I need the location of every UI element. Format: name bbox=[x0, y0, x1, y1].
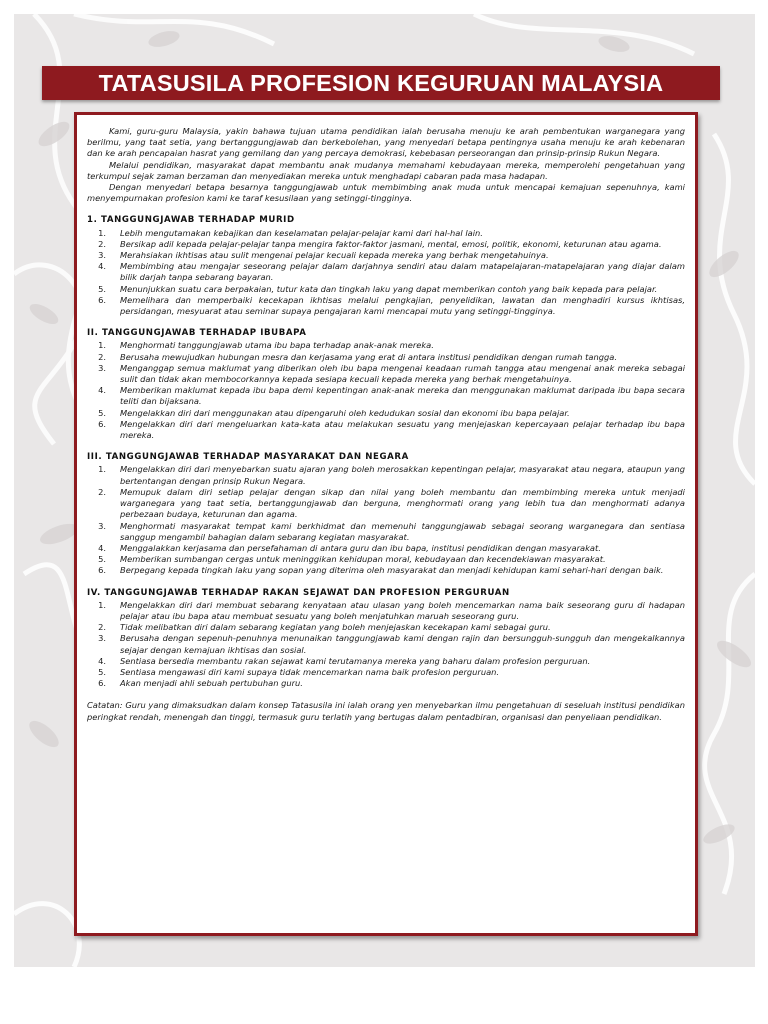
list-item bbox=[87, 521, 685, 543]
item-text: Bersikap adil kepada pelajar-pelajar tanpa mengira faktor-faktor jasmani, mental, emosi, politik, ekonomi, keturunan atau agama. bbox=[120, 238, 662, 249]
item-number: 1. bbox=[98, 599, 106, 610]
list-item bbox=[87, 464, 685, 486]
page-title: TATASUSILA PROFESION KEGURUAN MALAYSIA bbox=[98, 69, 664, 96]
list-item bbox=[87, 554, 685, 565]
item-text: Memberikan maklumat kepada ibu bapa demi kepentingan anak-anak mereka dan menggunakan maklumat daripada ibu bapa secara teliti dan bijaksana. bbox=[120, 385, 685, 407]
item-number: 3. bbox=[98, 633, 106, 644]
list-item bbox=[87, 385, 685, 407]
item-text: Menunjukkan suatu cara berpakaian, tutur kata dan tingkah laku yang dapat memberikan contoh yang baik kepada para pelajar. bbox=[120, 283, 658, 294]
item-text: Menganggap semua maklumat yang diberikan oleh ibu bapa mengenai keadaan rumah tangga atau mengenai anak mereka sebagai sulit dan tidak akan membocorkannya kepada sesiapa kecuali kepada mereka yang berhak mengetahuinya. bbox=[120, 362, 685, 385]
item-number: 5. bbox=[98, 407, 106, 418]
list-item bbox=[87, 633, 685, 655]
list-item bbox=[87, 228, 685, 239]
item-number: 6. bbox=[98, 565, 106, 576]
item-text: Mengelakkan diri dari membuat sebarang kenyataan atau ulasan yang boleh mencemarkan nama baik seseorang guru di hadapan pelajar atau ibu bapa atau membuat sesuatu yang boleh menjatuhkan maruah seseorang guru. bbox=[120, 599, 685, 621]
intro-paragraph: Dengan menyedari betapa besarnya tanggungjawab untuk membimbing anak muda untuk mencapai kemajuan sepenuhnya, kami menyempurnakan profesion kami ke taraf kesusilaan yang setinggi-tingginya. bbox=[87, 182, 685, 204]
list-item bbox=[87, 543, 685, 554]
section-heading: 1. TANGGUNGJAWAB TERHADAP MURID bbox=[87, 215, 295, 226]
list-item bbox=[87, 408, 685, 419]
title-banner bbox=[42, 66, 720, 100]
section-heading: III. TANGGUNGJAWAB TERHADAP MASYARAKAT DAN NEGARA bbox=[87, 452, 409, 463]
item-number: 3. bbox=[98, 362, 106, 373]
item-list bbox=[87, 340, 685, 441]
section-masyarakat-negara bbox=[87, 452, 685, 576]
item-list bbox=[87, 464, 685, 576]
list-item bbox=[87, 261, 685, 283]
item-text: Menggalakkan kerjasama dan persefahaman di antara guru dan ibu bapa, institusi pendidikan dengan masyarakat. bbox=[120, 542, 601, 553]
list-item bbox=[87, 667, 685, 678]
item-number: 1. bbox=[98, 227, 106, 238]
section-murid bbox=[87, 215, 685, 317]
item-list bbox=[87, 600, 685, 690]
list-item bbox=[87, 295, 685, 317]
item-text: Merahsiakan ikhtisas atau sulit mengenai pelajar kecuali kepada mereka yang berhak mengetahuinya. bbox=[120, 250, 549, 261]
item-number: 6. bbox=[98, 418, 106, 429]
section-ibubapa bbox=[87, 328, 685, 441]
item-text: Menghormati tanggungjawab utama ibu bapa terhadap anak-anak mereka. bbox=[120, 340, 434, 351]
item-number: 1. bbox=[98, 340, 106, 351]
list-item bbox=[87, 622, 685, 633]
footnote: Catatan: Guru yang dimaksudkan dalam konsep Tatasusila ini ialah orang yen menyebarkan ilmu pengetahuan di seseluah institusi pendidikan peringkat rendah, menengah dan tinggi, termasuk guru terlatih yang bertugas dalam pentadbiran, organisasi dan penyeliaan pendidikan. bbox=[87, 700, 685, 722]
list-item bbox=[87, 678, 685, 689]
content-panel bbox=[74, 112, 698, 936]
item-text: Menghormati masyarakat tempat kami berkhidmat dan memenuhi tanggungjawab sebagai seorang warganegara dan sentiasa sanggup mengambil bahagian dalam sebarang kegiatan masyarakat. bbox=[120, 520, 685, 542]
item-number: 5. bbox=[98, 283, 106, 294]
item-text: Memupuk dalam diri setiap pelajar dengan sikap dan nilai yang boleh membantu dan membimbing mereka untuk menjadi warganegara yang taat setia, bertanggungjawab dan berguna, menghormati orang yang lebih tua dan menghormati adanya perbezaan budaya, keturunan dan agama. bbox=[120, 486, 685, 520]
section-heading: IV. TANGGUNGJAWAB TERHADAP RAKAN SEJAWAT DAN PROFESION PERGURUAN bbox=[87, 587, 510, 598]
section-rakan-sejawat bbox=[87, 588, 685, 690]
item-text: Membimbing atau mengajar seseorang pelajar dalam darjahnya sendiri atau dalam matapelajaran-matapelajaran yang diajar dalam bilik darjah tanpa sebarang bayaran. bbox=[120, 261, 685, 283]
item-number: 4. bbox=[98, 261, 106, 272]
item-text: Mengelakkan diri dari mengeluarkan kata-kata atau melakukan sesuatu yang menjejaskan kepercayaan pelajar terhadap ibu bapa mereka. bbox=[120, 418, 685, 441]
list-item bbox=[87, 284, 685, 295]
item-number: 3. bbox=[98, 520, 106, 531]
item-number: 3. bbox=[98, 250, 106, 261]
list-item bbox=[87, 565, 685, 576]
item-number: 5. bbox=[98, 554, 106, 565]
intro-paragraph: Melalui pendidikan, masyarakat dapat membantu anak mudanya memahami kebudayaan mereka, memperolehi pengetahuan yang terkumpul sejak zaman berzaman dan menyediakan mereka untuk menghadapi cabaran pada masa hadapan. bbox=[87, 159, 685, 181]
item-number: 2. bbox=[98, 238, 106, 249]
item-text: Mengelakkan diri dari menyebarkan suatu ajaran yang boleh merosakkan kepentingan pelajar, masyarakat atau negara, ataupun yang bertentangan dengan prinsip Rukun Negara. bbox=[120, 464, 685, 486]
item-text: Sentiasa bersedia membantu rakan sejawat kami terutamanya mereka yang baharu dalam profesion perguruan. bbox=[120, 655, 591, 666]
item-text: Sentiasa mengawasi diri kami supaya tidak mencemarkan nama baik profesion perguruan. bbox=[120, 666, 500, 677]
list-item bbox=[87, 656, 685, 667]
item-number: 2. bbox=[98, 351, 106, 362]
list-item bbox=[87, 487, 685, 521]
list-item bbox=[87, 363, 685, 385]
item-number: 2. bbox=[98, 622, 106, 633]
item-text: Berusaha dengan sepenuh-penuhnya menunaikan tanggungjawab kami dengan rajin dan bersungguh-sungguh dan mengekalkannya sejajar dengan kemajuan ikhtisas dan sosial. bbox=[120, 633, 685, 655]
item-number: 4. bbox=[98, 385, 106, 396]
item-text: Memberikan sumbangan cergas untuk meninggikan kehidupan moral, kebudayaan dan kecendekiawan masyarakat. bbox=[120, 554, 606, 565]
list-item bbox=[87, 352, 685, 363]
item-number: 2. bbox=[98, 486, 106, 497]
list-item bbox=[87, 250, 685, 261]
list-item bbox=[87, 239, 685, 250]
item-number: 4. bbox=[98, 542, 106, 553]
item-text: Tidak melibatkan diri dalam sebarang kegiatan yang boleh menjejaskan kecekapan kami sebagai guru. bbox=[120, 622, 551, 633]
item-text: Memelihara dan memperbaiki kecekapan ikhtisas melalui pengkajian, penyelidikan, lawatan dan menghadiri kursus ikhtisas, persidangan, mesyuarat atau seminar supaya pengajaran kami mencapai mutu yang setinggi-tingginya. bbox=[120, 294, 685, 317]
item-number: 1. bbox=[98, 464, 106, 475]
item-text: Akan menjadi ahli sebuah pertubuhan guru. bbox=[120, 678, 303, 689]
intro-paragraph: Kami, guru-guru Malaysia, yakin bahawa tujuan utama pendidikan ialah berusaha menuju ke arah pembentukan warganegara yang berilmu, yang taat setia, yang bertanggungjawab dan berkebolehan, yang menyedari betapa pentingnya usaha menuju ke arah kebenaran dan ke arah pencapaian hasrat yang gemilang dan yang percaya demokrasi, kebebasan perseorangan dan prinsip-prinsip Rukun Negara. bbox=[87, 126, 685, 159]
list-item bbox=[87, 419, 685, 441]
item-number: 4. bbox=[98, 655, 106, 666]
item-text: Mengelakkan diri dari menggunakan atau dipengaruhi oleh kedudukan sosial dan ekonomi ibu bapa pelajar. bbox=[120, 407, 570, 418]
item-number: 5. bbox=[98, 666, 106, 677]
list-item bbox=[87, 600, 685, 622]
item-text: Lebih mengutamakan kebajikan dan keselamatan pelajar-pelajar kami dari hal-hal lain. bbox=[120, 227, 483, 238]
document-body bbox=[87, 126, 685, 723]
item-number: 6. bbox=[98, 678, 106, 689]
intro bbox=[87, 126, 685, 204]
item-text: Berusaha mewujudkan hubungan mesra dan kerjasama yang erat di antara institusi pendidikan dengan rumah tangga. bbox=[120, 351, 617, 362]
item-number: 6. bbox=[98, 294, 106, 305]
section-heading: II. TANGGUNGJAWAB TERHADAP IBUBAPA bbox=[87, 328, 307, 339]
item-text: Berpegang kepada tingkah laku yang sopan yang diterima oleh masyarakat dan menjadi kehidupan kami sehari-hari dengan baik. bbox=[120, 565, 664, 576]
list-item bbox=[87, 340, 685, 351]
item-list bbox=[87, 228, 685, 318]
